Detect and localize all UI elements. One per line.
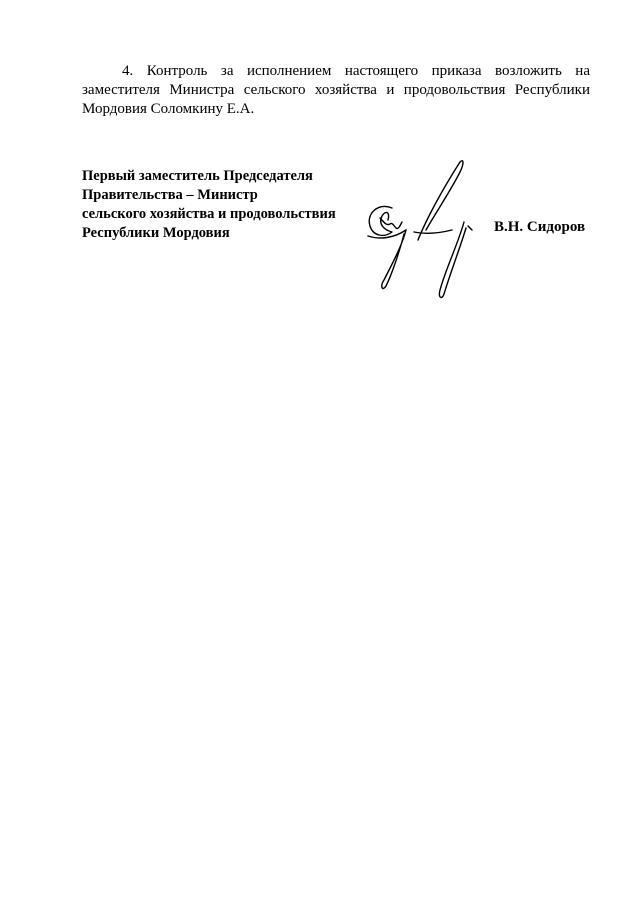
- handwritten-signature-icon: [360, 150, 480, 310]
- signatory-position-line-1: Первый заместитель Председателя: [82, 168, 313, 184]
- signatory-position-line-4: Республики Мордовия: [82, 225, 230, 241]
- signatory-position-line-3: сельского хозяйства и продовольствия: [82, 206, 336, 222]
- signatory-position: [82, 167, 382, 243]
- order-paragraph-4: 4. Контроль за исполнением настоящего приказа возложить на заместителя Министра сельского хозяйства и продовольствия Республики Мордовия Соломкину Е.А.: [82, 63, 590, 117]
- signatory-position-line-2: Правительства – Министр: [82, 187, 258, 203]
- signatory-name: В.Н. Сидоров: [494, 219, 586, 235]
